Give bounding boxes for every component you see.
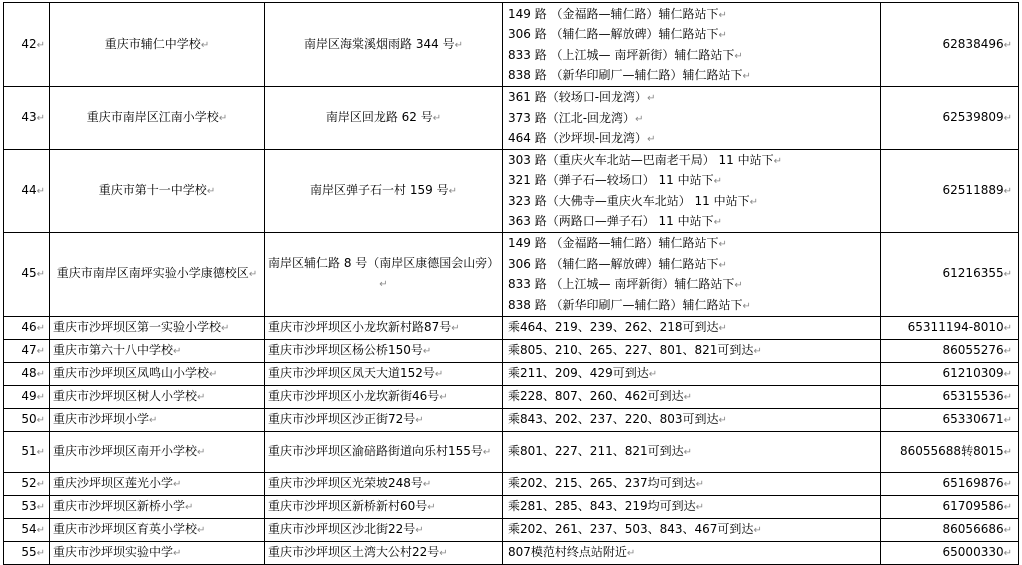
row-number: 55↵: [4, 541, 50, 564]
bus-routes: [503, 518, 881, 541]
bus-routes: [503, 232, 881, 316]
phone-number: 62511889↵: [881, 149, 1019, 232]
school-address: 南岸区弹子石一村 159 号↵: [265, 149, 503, 232]
school-table: [3, 2, 1019, 565]
bus-routes: [503, 495, 881, 518]
bus-route-line: 乘843、202、237、220、803可到达↵: [508, 411, 727, 426]
bus-route-line: 乘202、215、265、237均可到达↵: [508, 475, 705, 490]
table-row: [4, 316, 1019, 339]
bus-route-line: 乘805、210、265、227、801、821可到达↵: [508, 342, 762, 357]
table-row: [4, 518, 1019, 541]
row-number: 51↵: [4, 431, 50, 472]
table-row: [4, 408, 1019, 431]
phone-number: 62539809↵: [881, 87, 1019, 150]
school-address: 重庆市沙坪坝区沙正街72号↵: [265, 408, 503, 431]
phone-number: 61216355↵: [881, 232, 1019, 316]
table-row: [4, 149, 1019, 232]
school-address: 重庆市沙坪坝区新桥新村60号↵: [265, 495, 503, 518]
bus-routes: [503, 87, 881, 150]
bus-route-line: 乘202、261、237、503、843、467可到达↵: [508, 521, 762, 536]
phone-number: 62838496↵: [881, 3, 1019, 87]
school-name: 重庆市第十一中学校↵: [50, 149, 265, 232]
bus-routes: [503, 385, 881, 408]
table-row: [4, 232, 1019, 316]
table-row: [4, 385, 1019, 408]
bus-route-line: 乘464、219、239、262、218可到达↵: [508, 319, 727, 334]
bus-routes: [503, 149, 881, 232]
row-number: 50↵: [4, 408, 50, 431]
school-address: 南岸区海棠溪烟雨路 344 号↵: [265, 3, 503, 87]
bus-route-line: 149 路 （金福路—辅仁路）辅仁路站下↵: [508, 236, 727, 250]
table-row: [4, 3, 1019, 87]
bus-route-line: 乘211、209、429可到达↵: [508, 365, 658, 380]
school-address: 重庆市沙坪坝区杨公桥150号↵: [265, 339, 503, 362]
phone-number: 86055276↵: [881, 339, 1019, 362]
bus-routes: [503, 3, 881, 87]
school-name: 重庆市沙坪坝小学↵: [50, 408, 265, 431]
bus-route-line: 323 路（大佛寺—重庆火车北站） 11 中站下↵: [508, 193, 759, 208]
row-number: 54↵: [4, 518, 50, 541]
school-name: 重庆沙坪坝区莲光小学↵: [50, 472, 265, 495]
school-name: 重庆市第六十八中学校↵: [50, 339, 265, 362]
bus-route-line: 乘228、807、260、462可到达↵: [508, 388, 693, 403]
bus-routes: [503, 541, 881, 564]
school-address: 南岸区回龙路 62 号↵: [265, 87, 503, 150]
bus-routes: [503, 408, 881, 431]
school-name: 重庆市辅仁中学校↵: [50, 3, 265, 87]
row-number: 42↵: [4, 3, 50, 87]
bus-routes: [503, 339, 881, 362]
row-number: 47↵: [4, 339, 50, 362]
table-row: [4, 339, 1019, 362]
school-name: 重庆市南岸区南坪实验小学康德校区↵: [50, 232, 265, 316]
bus-route-line: 306 路 （辅仁路—解放碑）辅仁路站下↵: [508, 27, 727, 41]
bus-route-line: 321 路（弹子石—较场口） 11 中站下↵: [508, 173, 723, 187]
bus-route-line: 149 路 （金福路—辅仁路）辅仁路站下↵: [508, 6, 727, 21]
school-address: 重庆市沙坪坝区凤天大道152号↵: [265, 362, 503, 385]
row-number: 43↵: [4, 87, 50, 150]
bus-route-line: 833 路 （上江城— 南坪新街）辅仁路站下↵: [508, 277, 743, 291]
school-address: 重庆市沙坪坝区渝碚路街道向乐村155号↵: [265, 431, 503, 472]
school-address: 重庆市沙坪坝区沙北街22号↵: [265, 518, 503, 541]
school-address: 南岸区辅仁路 8 号（南岸区康德国会山旁）↵: [265, 232, 503, 316]
bus-route-line: 306 路 （辅仁路—解放碑）辅仁路站下↵: [508, 256, 727, 271]
row-number: 53↵: [4, 495, 50, 518]
school-address: 重庆市沙坪坝区土湾大公村22号↵: [265, 541, 503, 564]
bus-routes: [503, 472, 881, 495]
school-name: 重庆市南岸区江南小学校↵: [50, 87, 265, 150]
school-name: 重庆市沙坪坝区第一实验小学校↵: [50, 316, 265, 339]
phone-number: 86055688转8015↵: [881, 431, 1019, 472]
phone-number: 65311194-8010↵: [881, 316, 1019, 339]
table-row: [4, 495, 1019, 518]
school-address: 重庆市沙坪坝区小龙坎新村路87号↵: [265, 316, 503, 339]
phone-number: 61709586↵: [881, 495, 1019, 518]
bus-routes: [503, 362, 881, 385]
row-number: 46↵: [4, 316, 50, 339]
school-name: 重庆市沙坪坝区新桥小学↵: [50, 495, 265, 518]
row-number: 48↵: [4, 362, 50, 385]
table-row: [4, 472, 1019, 495]
row-number: 49↵: [4, 385, 50, 408]
bus-route-line: 303 路（重庆火车北站—巴南老干局） 11 中站下↵: [508, 152, 783, 167]
school-name: 重庆市沙坪坝区树人小学校↵: [50, 385, 265, 408]
bus-route-line: 361 路（较场口-回龙湾）↵: [508, 90, 656, 104]
phone-number: 65315536↵: [881, 385, 1019, 408]
row-number: 44↵: [4, 149, 50, 232]
phone-number: 65330671↵: [881, 408, 1019, 431]
bus-routes: [503, 316, 881, 339]
table-row: [4, 541, 1019, 564]
bus-route-line: 乘801、227、211、821可到达↵: [508, 443, 693, 458]
school-name: 重庆市沙坪坝实验中学↵: [50, 541, 265, 564]
table-row: [4, 87, 1019, 150]
row-number: 45↵: [4, 232, 50, 316]
table-row: [4, 362, 1019, 385]
phone-number: 86056686↵: [881, 518, 1019, 541]
school-name: 重庆市沙坪坝区凤鸣山小学校↵: [50, 362, 265, 385]
bus-route-line: 833 路 （上江城— 南坪新街）辅仁路站下↵: [508, 47, 743, 62]
bus-route-line: 838 路 （新华印刷厂—辅仁路）辅仁路站下↵: [508, 68, 751, 82]
school-address: 重庆市沙坪坝区小龙坎新街46号↵: [265, 385, 503, 408]
row-number: 52↵: [4, 472, 50, 495]
phone-number: 65169876↵: [881, 472, 1019, 495]
school-name: 重庆市沙坪坝区南开小学校↵: [50, 431, 265, 472]
bus-route-line: 乘281、285、843、219均可到达↵: [508, 498, 705, 513]
school-name: 重庆市沙坪坝区育英小学校↵: [50, 518, 265, 541]
bus-route-line: 838 路 （新华印刷厂—辅仁路）辅仁路站下↵: [508, 297, 751, 312]
bus-routes: [503, 431, 881, 472]
phone-number: 61210309↵: [881, 362, 1019, 385]
bus-route-line: 807模范村终点站附近↵: [508, 544, 636, 559]
bus-route-line: 363 路（两路口—弹子石） 11 中站下↵: [508, 214, 723, 228]
bus-route-line: 373 路（江北-回龙湾）↵: [508, 110, 644, 125]
phone-number: 65000330↵: [881, 541, 1019, 564]
table-row: [4, 431, 1019, 472]
school-table-body: [4, 3, 1019, 565]
bus-route-line: 464 路（沙坪坝-回龙湾）↵: [508, 131, 656, 145]
school-address: 重庆市沙坪坝区光荣坡248号↵: [265, 472, 503, 495]
